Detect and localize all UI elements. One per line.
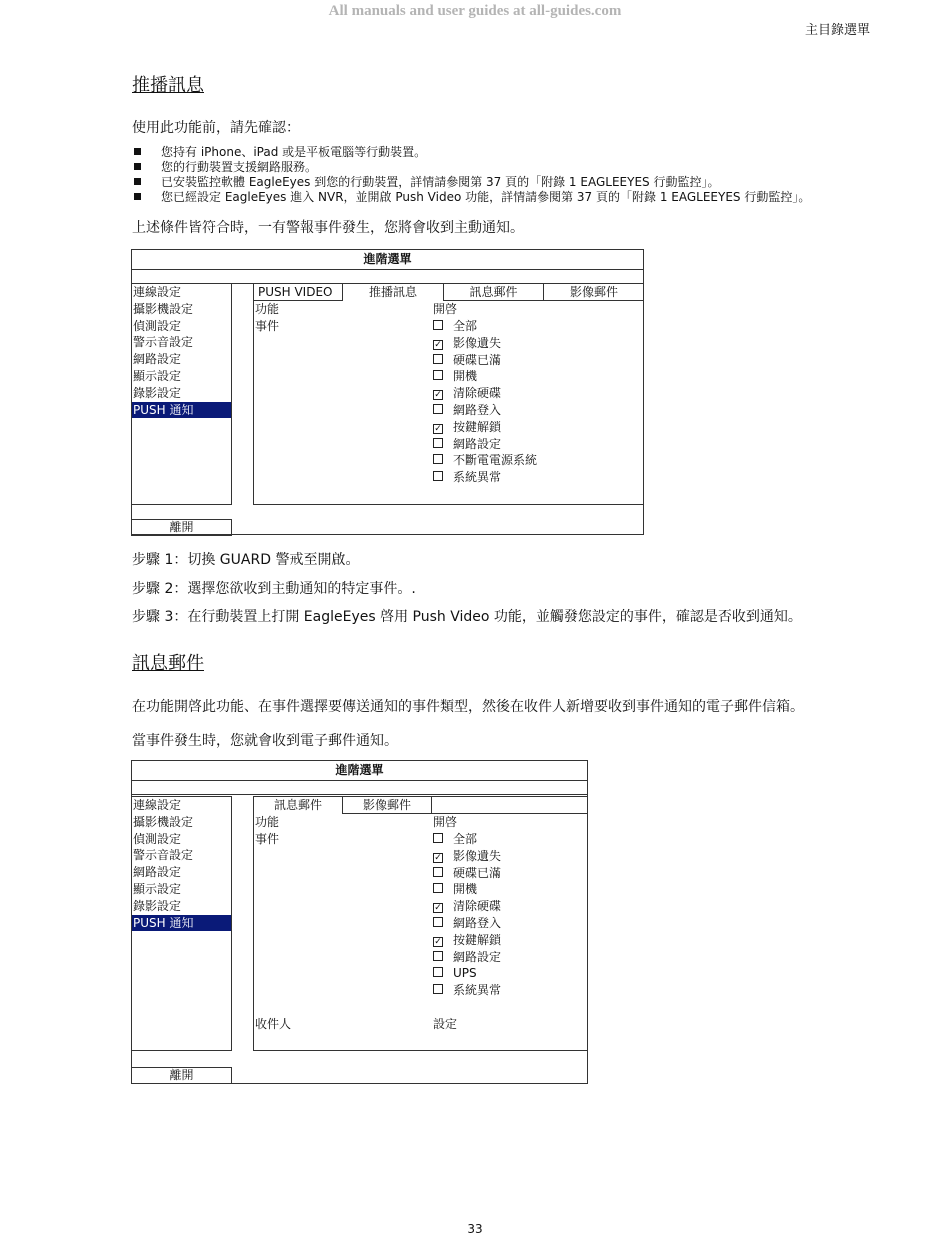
event-option-label: 清除硬碟 (453, 386, 502, 401)
sidebar-item-camera[interactable]: 攝影機設定 (133, 301, 194, 316)
advanced-menu-mail (131, 760, 588, 1084)
sidebar-item-push[interactable]: PUSH 通知 (132, 915, 231, 932)
event-option[interactable] (433, 335, 501, 352)
event-option[interactable] (433, 368, 477, 385)
step-1: 步驟 1：切換 GUARD 警戒至開啟。 (132, 552, 360, 568)
event-option[interactable] (433, 982, 501, 999)
event-option[interactable] (433, 452, 537, 469)
event-option-label: 全部 (453, 319, 478, 333)
sidebar-item-alert[interactable]: 警示音設定 (133, 848, 194, 863)
tab-bar-filler (432, 797, 588, 814)
function-label: 功能 (255, 815, 280, 829)
settings-panel (253, 796, 588, 1051)
event-option-label: 影像遺失 (453, 335, 502, 350)
section-title-mail: 訊息郵件 (132, 653, 204, 674)
mail-note: 當事件發生時，您就會收到電子郵件通知。 (132, 733, 398, 749)
menu-divider (132, 780, 587, 795)
event-option-label: 硬碟已滿 (453, 865, 502, 880)
event-option-label: 網路登入 (453, 916, 502, 930)
event-option[interactable] (433, 881, 477, 898)
event-option[interactable] (433, 469, 501, 486)
checkbox-icon[interactable] (433, 951, 443, 961)
recipient-setting[interactable]: 設定 (433, 1017, 458, 1031)
checkbox-checked-icon[interactable]: ✓ (434, 903, 442, 914)
event-option[interactable] (433, 318, 477, 335)
checkbox-checked-icon[interactable]: ✓ (434, 936, 442, 947)
sidebar-item-record[interactable]: 錄影設定 (133, 385, 182, 400)
section-title-push: 推播訊息 (132, 75, 204, 96)
checkbox-icon[interactable] (433, 438, 443, 448)
event-option-label: 全部 (453, 832, 478, 846)
event-option[interactable] (433, 831, 477, 848)
step-3: 步驟 3：在行動裝置上打開 EagleEyes 啓用 Push Video 功能，並觸發您設定的事件，確認是否收到通知。 (132, 609, 802, 625)
event-option[interactable] (433, 352, 501, 369)
sidebar-item-detection[interactable]: 偵測設定 (133, 831, 182, 846)
checkbox-icon[interactable] (433, 320, 443, 330)
sidebar-item-connection[interactable]: 連線設定 (133, 798, 182, 812)
checkbox-checked-icon[interactable]: ✓ (434, 852, 442, 863)
event-option-label: 開機 (453, 882, 478, 897)
menu-divider (132, 269, 643, 284)
checkbox-icon[interactable] (433, 867, 443, 877)
list-item: 已安裝監控軟體 EagleEyes 到您的行動裝置，詳情請參閱第 37 頁的「附錄 1 EAGLEEYES 行動監控」。 (132, 175, 892, 190)
event-option[interactable] (433, 949, 501, 966)
event-option[interactable] (433, 436, 501, 453)
mail-intro: 在功能開啓此功能、在事件選擇要傳送通知的事件類型，然後在收件人新增要收到事件通知的電子郵件信箱。 (132, 699, 804, 715)
exit-button[interactable]: 離開 (131, 1067, 232, 1084)
page-number: 33 (467, 1222, 483, 1236)
checkbox-icon[interactable] (433, 967, 443, 977)
sidebar-item-display[interactable]: 顯示設定 (133, 881, 182, 896)
sidebar-item-alert[interactable]: 警示音設定 (133, 335, 194, 350)
checkbox-icon[interactable] (433, 917, 443, 927)
menu-sidebar (131, 283, 232, 505)
tab-message-mail[interactable]: 訊息郵件 (444, 284, 544, 301)
event-label: 事件 (255, 832, 280, 846)
event-option-label: 網路設定 (453, 949, 502, 964)
event-option-label: 開機 (453, 369, 478, 384)
tab-bar (254, 797, 587, 814)
tab-message-mail[interactable]: 訊息郵件 (254, 797, 343, 814)
checkbox-checked-icon[interactable]: ✓ (434, 339, 442, 350)
bullet-icon (134, 178, 141, 185)
watermark: All manuals and user guides at all-guides.com (328, 3, 622, 19)
event-option[interactable] (433, 419, 501, 436)
checkbox-icon[interactable] (433, 454, 443, 464)
checkbox-checked-icon[interactable]: ✓ (434, 390, 442, 401)
event-option[interactable] (433, 385, 501, 402)
event-option[interactable] (433, 932, 501, 949)
intro-text: 使用此功能前，請先確認： (132, 120, 300, 136)
step-2: 步驟 2：選擇您欲收到主動通知的特定事件。. (132, 581, 416, 597)
event-option-label: 網路設定 (453, 436, 502, 451)
bullet-icon (134, 163, 141, 170)
event-option-label: 網路登入 (453, 403, 502, 417)
checkbox-checked-icon[interactable]: ✓ (434, 423, 442, 434)
event-option-label: 按鍵解鎖 (453, 419, 502, 434)
sidebar-item-network[interactable]: 網路設定 (133, 865, 182, 880)
prerequisite-list (132, 145, 892, 205)
main-menu-link[interactable]: 主目錄選單 (804, 23, 870, 38)
function-label: 功能 (255, 302, 280, 316)
list-item: 您持有 iPhone、iPad 或是平板電腦等行動裝置。 (132, 145, 892, 160)
event-option-label: 按鍵解鎖 (453, 932, 502, 947)
menu-sidebar (131, 796, 232, 1051)
tab-video-mail[interactable]: 影像郵件 (544, 284, 644, 301)
function-value[interactable]: 開啓 (433, 815, 458, 829)
recipient-label: 收件人 (255, 1017, 292, 1031)
sidebar-item-push[interactable]: PUSH 通知 (132, 402, 231, 419)
tab-push-video[interactable]: PUSH VIDEO (254, 284, 343, 301)
event-option-label: 影像遺失 (453, 848, 502, 863)
checkbox-icon[interactable] (433, 984, 443, 994)
menu-title: 進階選單 (132, 250, 643, 270)
settings-panel (253, 283, 644, 505)
event-option[interactable] (433, 898, 501, 915)
event-label: 事件 (255, 319, 280, 333)
checkbox-icon[interactable] (433, 883, 443, 893)
tab-push-message[interactable]: 推播訊息 (343, 284, 444, 301)
checkbox-icon[interactable] (433, 833, 443, 843)
menu-title: 進階選單 (132, 761, 587, 781)
tab-video-mail[interactable]: 影像郵件 (343, 797, 432, 814)
event-option[interactable] (433, 402, 501, 419)
function-value[interactable]: 開啓 (433, 302, 458, 316)
sidebar-item-network[interactable]: 網路設定 (133, 352, 182, 367)
event-option[interactable] (433, 848, 501, 865)
bullet-icon (134, 148, 141, 155)
event-option-label: 不斷電電源系統 (453, 453, 538, 468)
event-option-label: 系統異常 (453, 470, 502, 485)
checkbox-icon[interactable] (433, 370, 443, 380)
sidebar-item-detection[interactable]: 偵測設定 (133, 318, 182, 333)
list-item: 您的行動裝置支援網路服務。 (132, 160, 892, 175)
event-option[interactable] (433, 915, 501, 932)
exit-button[interactable]: 離開 (131, 519, 232, 536)
sidebar-item-camera[interactable]: 攝影機設定 (133, 814, 194, 829)
event-option[interactable] (433, 865, 501, 882)
checkbox-icon[interactable] (433, 404, 443, 414)
bullet-icon (134, 193, 141, 200)
event-option-label: UPS (453, 966, 477, 981)
sidebar-item-record[interactable]: 錄影設定 (133, 898, 182, 913)
sidebar-item-connection[interactable]: 連線設定 (133, 285, 182, 299)
event-option-label: 系統異常 (453, 983, 502, 998)
checkbox-icon[interactable] (433, 354, 443, 364)
conclusion-text: 上述條件皆符合時，一有警報事件發生，您將會收到主動通知。 (132, 220, 524, 236)
event-option-label: 清除硬碟 (453, 899, 502, 914)
event-option[interactable] (433, 965, 477, 982)
checkbox-icon[interactable] (433, 471, 443, 481)
event-option-label: 硬碟已滿 (453, 352, 502, 367)
sidebar-item-display[interactable]: 顯示設定 (133, 368, 182, 383)
advanced-menu-push (131, 249, 644, 535)
list-item: 您已經設定 EagleEyes 進入 NVR，並開啟 Push Video 功能，詳情請參閱第 37 頁的「附錄 1 EAGLEEYES 行動監控」。 (132, 190, 892, 205)
tab-bar (254, 284, 643, 301)
